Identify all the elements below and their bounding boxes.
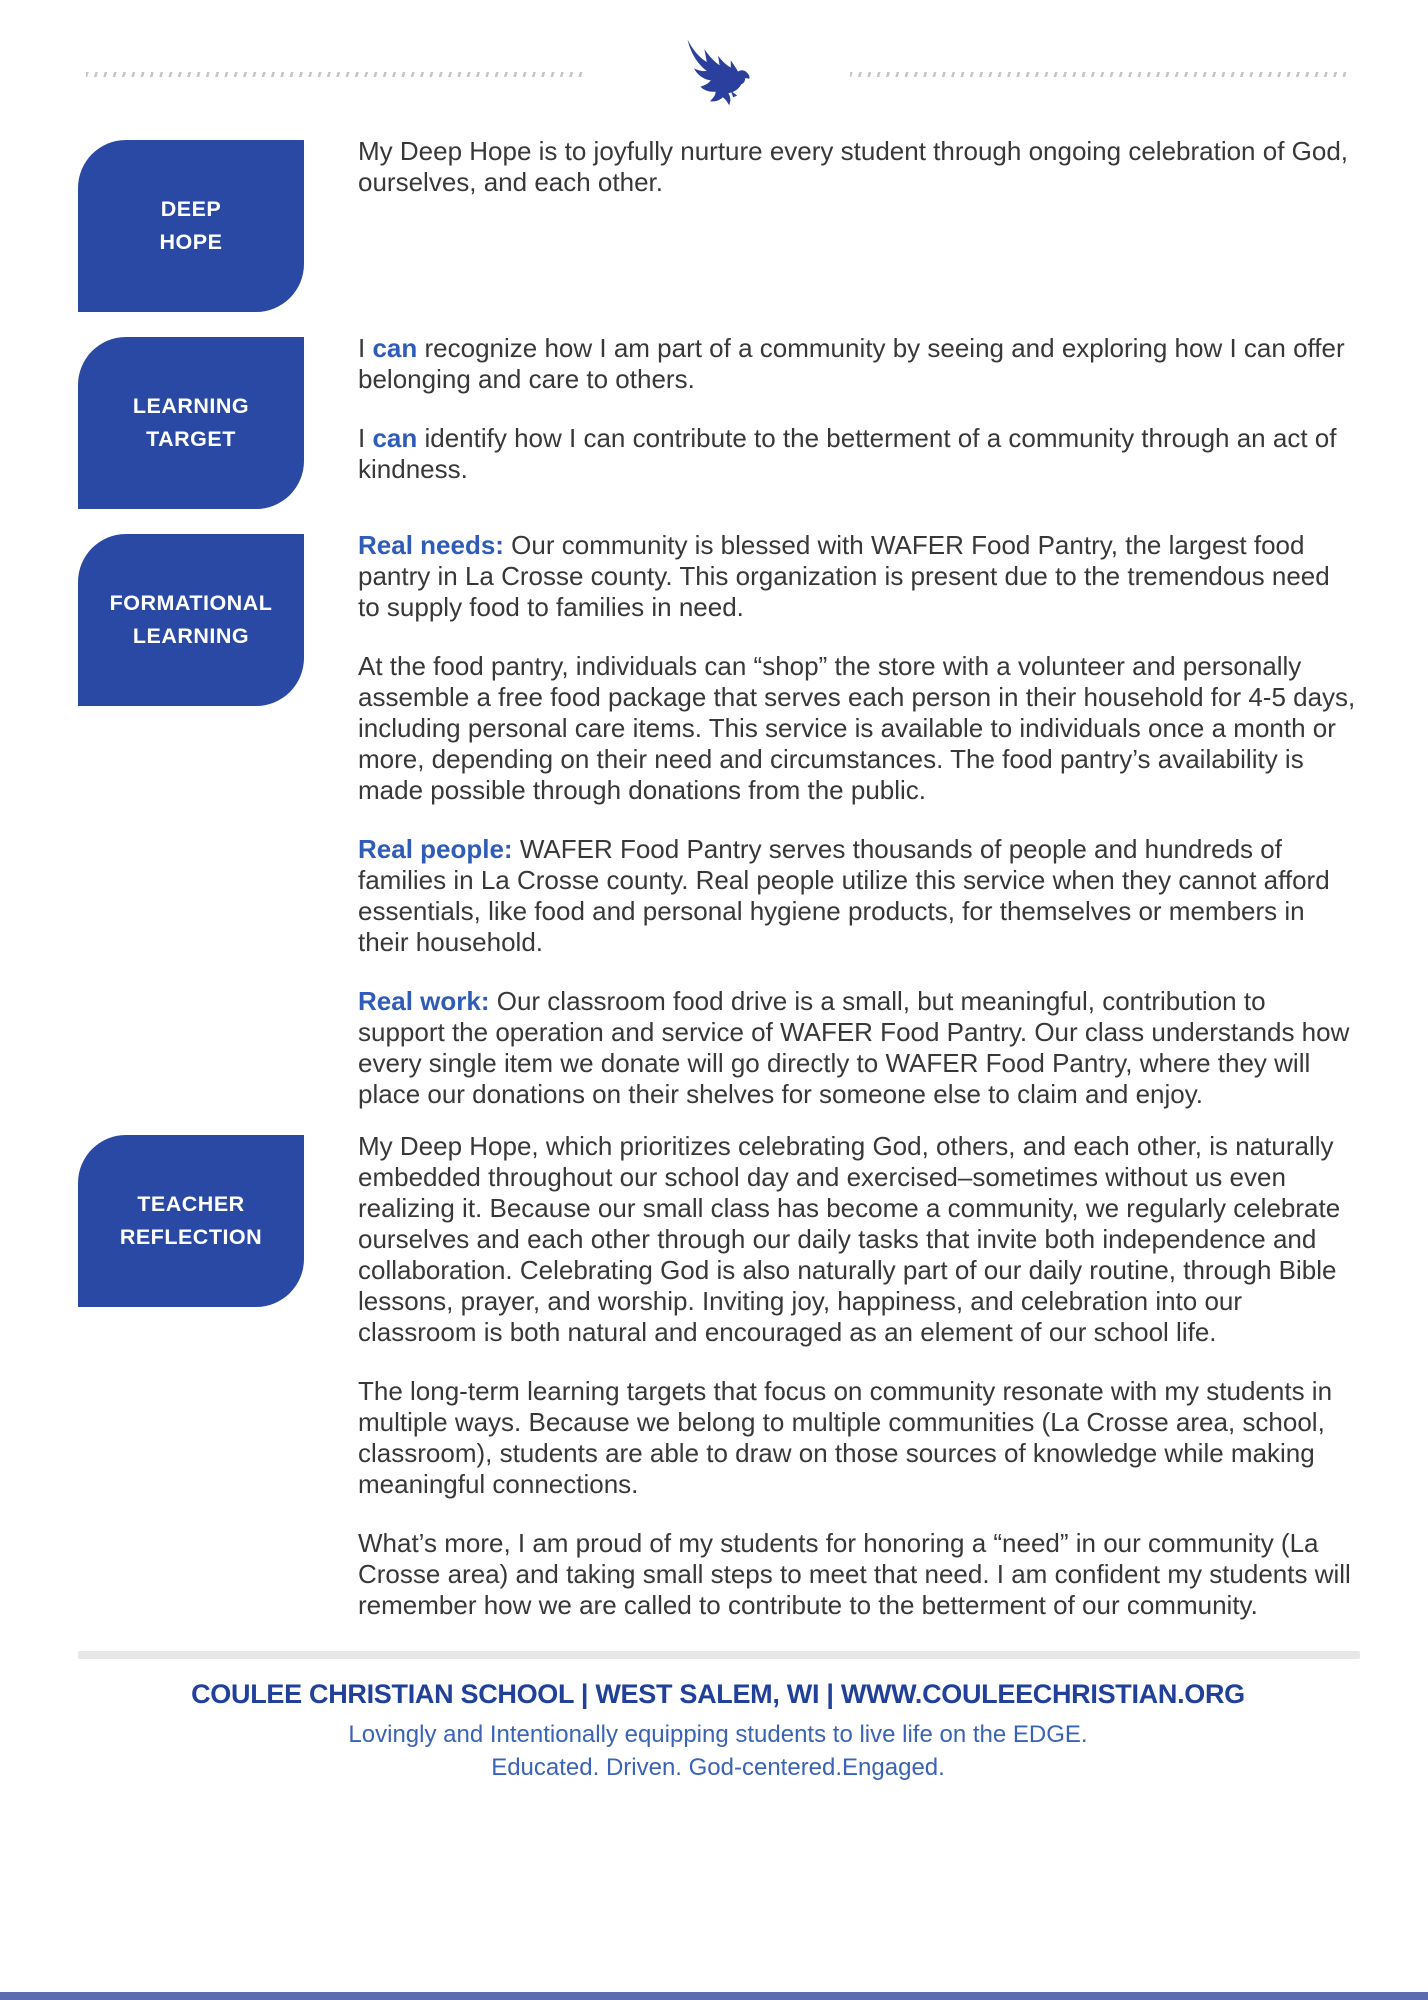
dashed-divider-right	[850, 72, 1350, 77]
badge-label-line: HOPE	[159, 230, 223, 254]
text-segment: The long-term learning targets that focus on community resonate with my students in multiple ways. Because we belong to multiple communities (La Crosse area, school, classroom), students are able to draw on those sources of knowledge while making meaningful connections.	[358, 1376, 1333, 1499]
dashed-divider-left	[86, 72, 586, 77]
section-learning-target	[78, 333, 1358, 509]
footer-tagline-1: Lovingly and Intentionally equipping students to live life on the EDGE.	[348, 1721, 1088, 1748]
text-segment: I	[358, 423, 373, 453]
paragraph	[358, 1131, 1358, 1348]
text-segment: I	[358, 333, 373, 363]
text-segment: Our classroom food drive is a small, but meaningful, contribution to support the operation and service of WAFER Food Pantry. Our class understands how every single item we donate will go directly to WAFER Food Pantry, where they will place our donations on their shelves for someone else to claim and enjoy.	[358, 986, 1350, 1109]
text-segment: What’s more, I am proud of my students for honoring a “need” in our community (La Crosse area) and taking small steps to meet that need. I am confident my students will remember how we are called to contribute to the betterment of our community.	[358, 1528, 1351, 1620]
formational-learning-content	[358, 530, 1358, 1110]
section-deep-hope	[78, 136, 1358, 312]
accent-text: Real people:	[358, 834, 513, 864]
paragraph	[358, 1528, 1358, 1621]
learning-target-content	[358, 333, 1358, 485]
accent-text: can	[372, 423, 418, 453]
badge-label-line: TARGET	[146, 427, 236, 451]
paragraph	[358, 651, 1358, 806]
page-footer	[78, 1679, 1358, 1784]
footer-tagline-2: Educated. Driven. God-centered.Engaged.	[491, 1754, 945, 1781]
text-segment: Our community is blessed with WAFER Food Pantry, the largest food pantry in La Crosse county. This organization is present due to the tremendous need to supply food to families in need.	[358, 530, 1330, 622]
accent-text: Real needs:	[358, 530, 504, 560]
school-name-line: COULEE CHRISTIAN SCHOOL | WEST SALEM, WI | WWW.COULEECHRISTIAN.ORG	[191, 1679, 1245, 1709]
text-segment: WAFER Food Pantry serves thousands of people and hundreds of families in La Crosse county. Real people utilize this service when they cannot afford essentials, like food and personal hygiene products, for themselves or members in their household.	[358, 834, 1330, 957]
page-header	[78, 28, 1358, 120]
paragraph	[358, 423, 1358, 485]
footer-divider	[78, 1651, 1360, 1659]
section-teacher-reflection	[78, 1131, 1358, 1621]
teacher-reflection-content	[358, 1131, 1358, 1621]
paragraph	[358, 333, 1358, 395]
paragraph	[358, 530, 1358, 623]
accent-text: can	[372, 333, 418, 363]
paragraph	[358, 986, 1358, 1110]
text-segment: At the food pantry, individuals can “shop” the store with a volunteer and personally assemble a free food package that serves each person in their household for 4-5 days, including personal care items. This service is available to individuals once a month or more, depending on their need and circumstances. The food pantry’s availability is made possible through donations from the public.	[358, 651, 1356, 805]
text-segment: recognize how I am part of a community by seeing and exploring how I can offer belonging and care to others.	[358, 333, 1345, 394]
paragraph	[358, 834, 1358, 958]
badge-label-line: DEEP	[160, 196, 222, 221]
bottom-accent-bar	[0, 1992, 1428, 2000]
deep-hope-content	[358, 136, 1358, 198]
teacher-reflection-badge	[78, 1135, 304, 1307]
badge-label-line: TEACHER	[137, 1191, 245, 1216]
text-segment: My Deep Hope is to joyfully nurture every student through ongoing celebration of God, ourselves, and each other.	[358, 136, 1349, 197]
formational-learning-badge	[78, 534, 304, 706]
badge-label-line: REFLECTION	[119, 1225, 263, 1249]
text-segment: identify how I can contribute to the betterment of a community through an act of kindness.	[358, 423, 1337, 484]
eagle-logo	[678, 37, 758, 111]
accent-text: Real work:	[358, 986, 490, 1016]
badge-label-line: LEARNING	[132, 393, 250, 418]
badge-label-line: LEARNING	[132, 624, 250, 648]
learning-target-badge	[78, 337, 304, 509]
deep-hope-badge	[78, 140, 304, 312]
text-segment: My Deep Hope, which prioritizes celebrating God, others, and each other, is naturally embedded throughout our school day and exercised–sometimes without us even realizing it. Because our small class has become a community, we regularly celebrate ourselves and each other through our daily tasks that invite both independence and collaboration. Celebrating God is also naturally part of our daily routine, through Bible lessons, prayer, and worship. Inviting joy, happiness, and celebration into our classroom is both natural and encouraged as an element of our school life.	[358, 1131, 1341, 1347]
paragraph	[358, 1376, 1358, 1500]
section-formational-learning	[78, 530, 1358, 1110]
paragraph	[358, 136, 1358, 198]
sections-container	[78, 136, 1358, 1621]
badge-label-line: FORMATIONAL	[109, 590, 273, 615]
